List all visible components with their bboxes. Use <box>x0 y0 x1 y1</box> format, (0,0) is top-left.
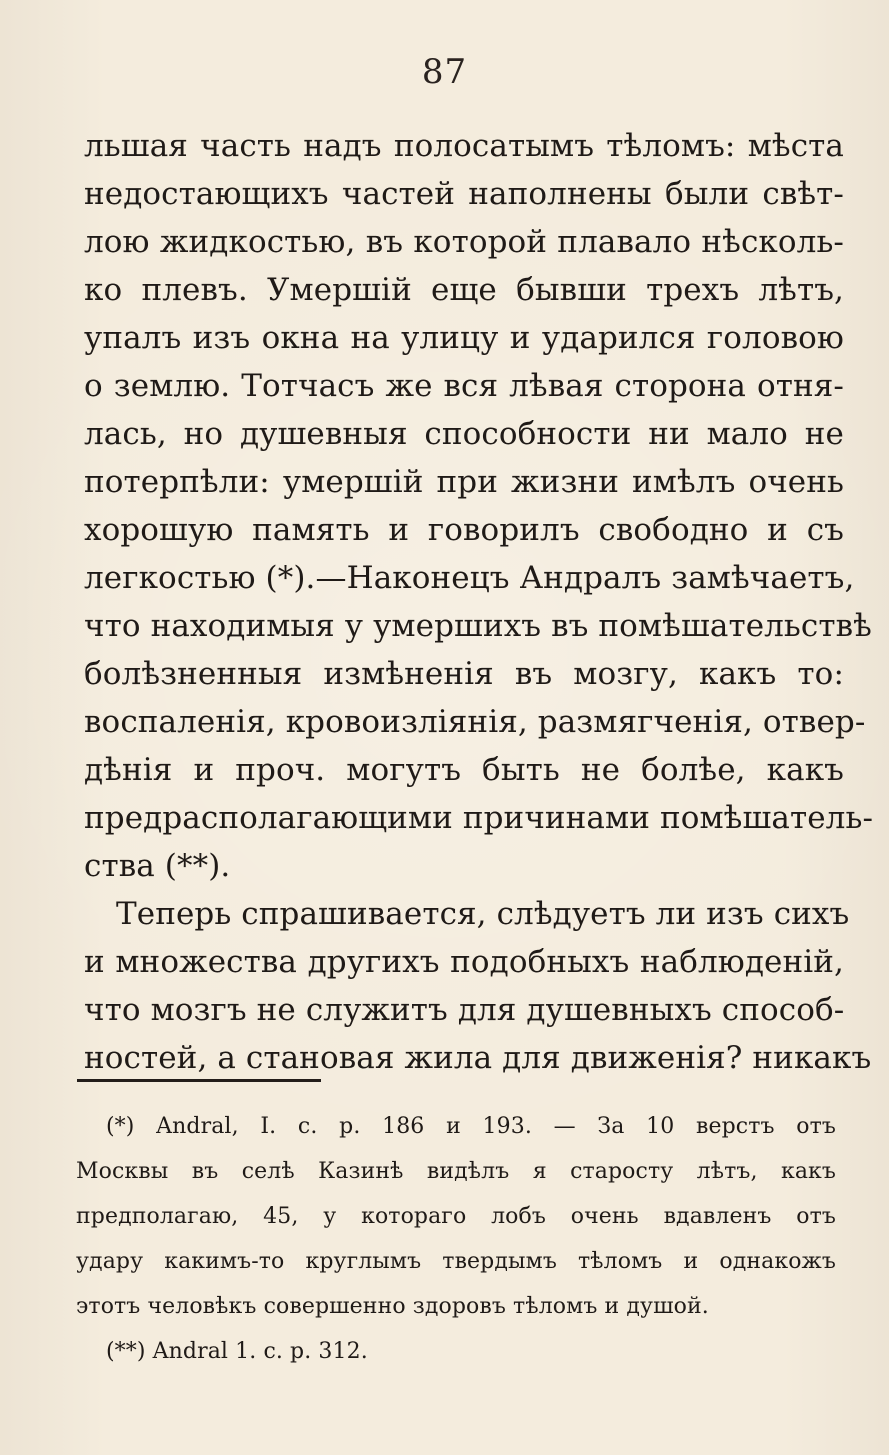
footnote-line-6: (**) Andral 1. c. p. 312. <box>106 1339 368 1364</box>
footnote-line-3: предполагаю, 45, у котораго лобъ очень вдавленъ отъ <box>76 1204 836 1229</box>
text-line-2: недостающихъ частей наполнены были свѣт- <box>84 176 844 212</box>
text-line-10: легкостью (*).—Наконецъ Андралъ замѣчаетъ, <box>84 560 855 596</box>
footnote-line-4: удару какимъ-то круглымъ твердымъ тѣломъ и однакожъ <box>76 1249 836 1274</box>
text-line-8: потерпѣли: умершій при жизни имѣлъ очень <box>84 464 844 500</box>
text-line-13: воспаленія, кровоизліянія, размягченія, отвер- <box>84 704 866 740</box>
text-line-20: ностей, а становая жила для движенія? никакъ <box>84 1040 872 1076</box>
text-line-19: что мозгъ не служитъ для душевныхъ способ- <box>84 992 845 1028</box>
footnotes-block <box>76 1104 836 1374</box>
text-line-16: ства (**). <box>84 848 231 884</box>
text-line-11: что находимыя у умершихъ въ помѣшательствѣ <box>84 608 872 644</box>
text-line-5: упалъ изъ окна на улицу и ударился головою <box>84 320 844 356</box>
text-line-4: ко плевъ. Умершій еще бывши трехъ лѣтъ, <box>84 272 844 308</box>
text-line-14: дѣнія и проч. могутъ быть не болѣе, какъ <box>84 752 844 788</box>
text-line-6: о землю. Тотчасъ же вся лѣвая сторона отня- <box>84 368 844 404</box>
page-number: 87 <box>421 52 468 92</box>
text-line-12: болѣзненныя измѣненія въ мозгу, какъ то: <box>84 656 844 692</box>
main-text-block <box>84 122 874 1082</box>
footnote-separator-rule <box>77 1079 321 1082</box>
footnote-line-2: Москвы въ селѣ Казинѣ видѣлъ я старосту лѣтъ, какъ <box>76 1159 836 1184</box>
text-line-9: хорошую память и говорилъ свободно и съ <box>84 512 844 548</box>
footnote-line-5: этотъ человѣкъ совершенно здоровъ тѣломъ и душой. <box>76 1294 709 1319</box>
text-line-7: лась, но душевныя способности ни мало не <box>84 416 844 452</box>
text-line-3: лою жидкостью, въ которой плавало нѣсколь- <box>84 224 844 260</box>
text-line-17: Теперь спрашивается, слѣдуетъ ли изъ сихъ <box>116 896 850 932</box>
text-line-15: предрасполагающими причинами помѣшатель- <box>84 800 874 836</box>
text-line-18: и множества другихъ подобныхъ наблюденій, <box>84 944 844 980</box>
footnote-line-1: (*) Andral, I. c. p. 186 и 193. — За 10 верстъ отъ <box>106 1114 836 1139</box>
text-line-1: льшая часть надъ полосатымъ тѣломъ: мѣста <box>84 128 844 164</box>
